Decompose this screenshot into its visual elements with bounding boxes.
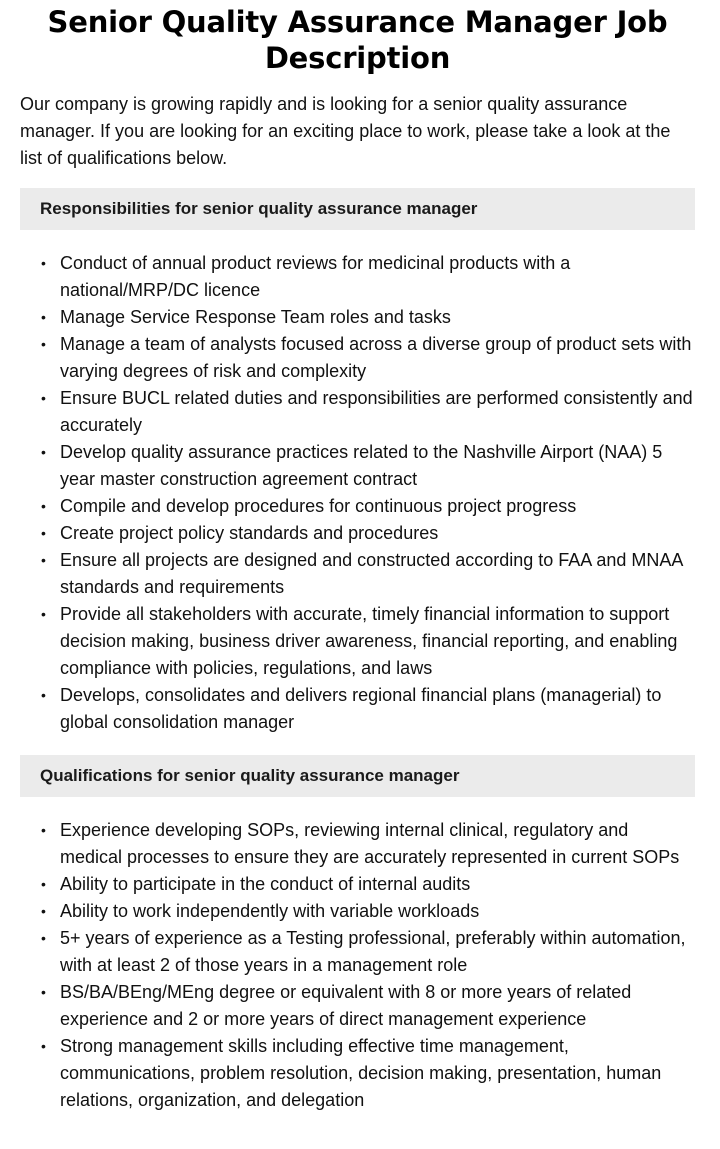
list-item — [20, 601, 695, 682]
bullet-icon: • — [41, 444, 46, 460]
responsibilities-list — [20, 250, 695, 736]
list-item-text: Ability to participate in the conduct of internal audits — [60, 874, 471, 894]
bullet-icon: • — [41, 498, 46, 514]
qualifications-list — [20, 817, 695, 1114]
list-item — [20, 817, 695, 871]
list-item-text: 5+ years of experience as a Testing professional, preferably within automation, with at least 2 of those years in a management role — [60, 928, 686, 975]
qualifications-heading — [20, 755, 695, 797]
list-item — [20, 331, 695, 385]
list-item — [20, 439, 695, 493]
list-item — [20, 547, 695, 601]
page-title: Senior Quality Assurance Manager Job Description — [47, 5, 668, 75]
bullet-icon: • — [41, 687, 46, 703]
bullet-icon: • — [41, 390, 46, 406]
list-item-text: Create project policy standards and procedures — [60, 523, 439, 543]
intro-paragraph: Our company is growing rapidly and is looking for a senior quality assurance manager. If you are looking for an exciting place to work, please take a look at the list of qualifications below. — [20, 94, 671, 168]
responsibilities-heading-text: Responsibilities for senior quality assurance manager — [40, 199, 478, 218]
bullet-icon: • — [41, 930, 46, 946]
bullet-icon: • — [41, 903, 46, 919]
list-item-text: Ensure all projects are designed and constructed according to FAA and MNAA standards and requirements — [60, 550, 683, 597]
bullet-icon: • — [41, 336, 46, 352]
list-item-text: BS/BA/BEng/MEng degree or equivalent with 8 or more years of related experience and 2 or more years of direct management experience — [60, 982, 632, 1029]
qualifications-heading-text: Qualifications for senior quality assurance manager — [40, 766, 460, 785]
list-item — [20, 925, 695, 979]
list-item-text: Manage Service Response Team roles and tasks — [60, 307, 451, 327]
list-item — [20, 304, 695, 331]
bullet-icon: • — [41, 876, 46, 892]
bullet-icon: • — [41, 525, 46, 541]
list-item — [20, 520, 695, 547]
bullet-icon: • — [41, 309, 46, 325]
list-item-text: Develops, consolidates and delivers regional financial plans (managerial) to global consolidation manager — [60, 685, 662, 732]
list-item-text: Provide all stakeholders with accurate, timely financial information to support decision making, business driver awareness, financial reporting, and enabling compliance with policies, regulations, and laws — [60, 604, 678, 678]
list-item — [20, 871, 695, 898]
bullet-icon: • — [41, 984, 46, 1000]
list-item — [20, 979, 695, 1033]
list-item-text: Ability to work independently with variable workloads — [60, 901, 480, 921]
list-item-text: Manage a team of analysts focused across a diverse group of product sets with varying degrees of risk and complexity — [60, 334, 692, 381]
bullet-icon: • — [41, 1038, 46, 1054]
list-item — [20, 250, 695, 304]
list-item-text: Experience developing SOPs, reviewing internal clinical, regulatory and medical processes to ensure they are accurately represented in current SOPs — [60, 820, 680, 867]
list-item-text: Strong management skills including effective time management, communications, problem resolution, decision making, presentation, human relations, organization, and delegation — [60, 1036, 662, 1110]
list-item — [20, 385, 695, 439]
bullet-icon: • — [41, 822, 46, 838]
list-item-text: Compile and develop procedures for continuous project progress — [60, 496, 577, 516]
list-item — [20, 493, 695, 520]
list-item-text: Develop quality assurance practices related to the Nashville Airport (NAA) 5 year master construction agreement contract — [60, 442, 663, 489]
bullet-icon: • — [41, 552, 46, 568]
bullet-icon: • — [41, 606, 46, 622]
list-item — [20, 1033, 695, 1114]
list-item-text: Conduct of annual product reviews for medicinal products with a national/MRP/DC licence — [60, 253, 571, 300]
list-item — [20, 898, 695, 925]
job-description-page — [0, 4, 720, 1114]
bullet-icon: • — [41, 255, 46, 271]
responsibilities-heading — [20, 188, 695, 230]
list-item-text: Ensure BUCL related duties and responsibilities are performed consistently and accurately — [60, 388, 693, 435]
list-item — [20, 682, 695, 736]
